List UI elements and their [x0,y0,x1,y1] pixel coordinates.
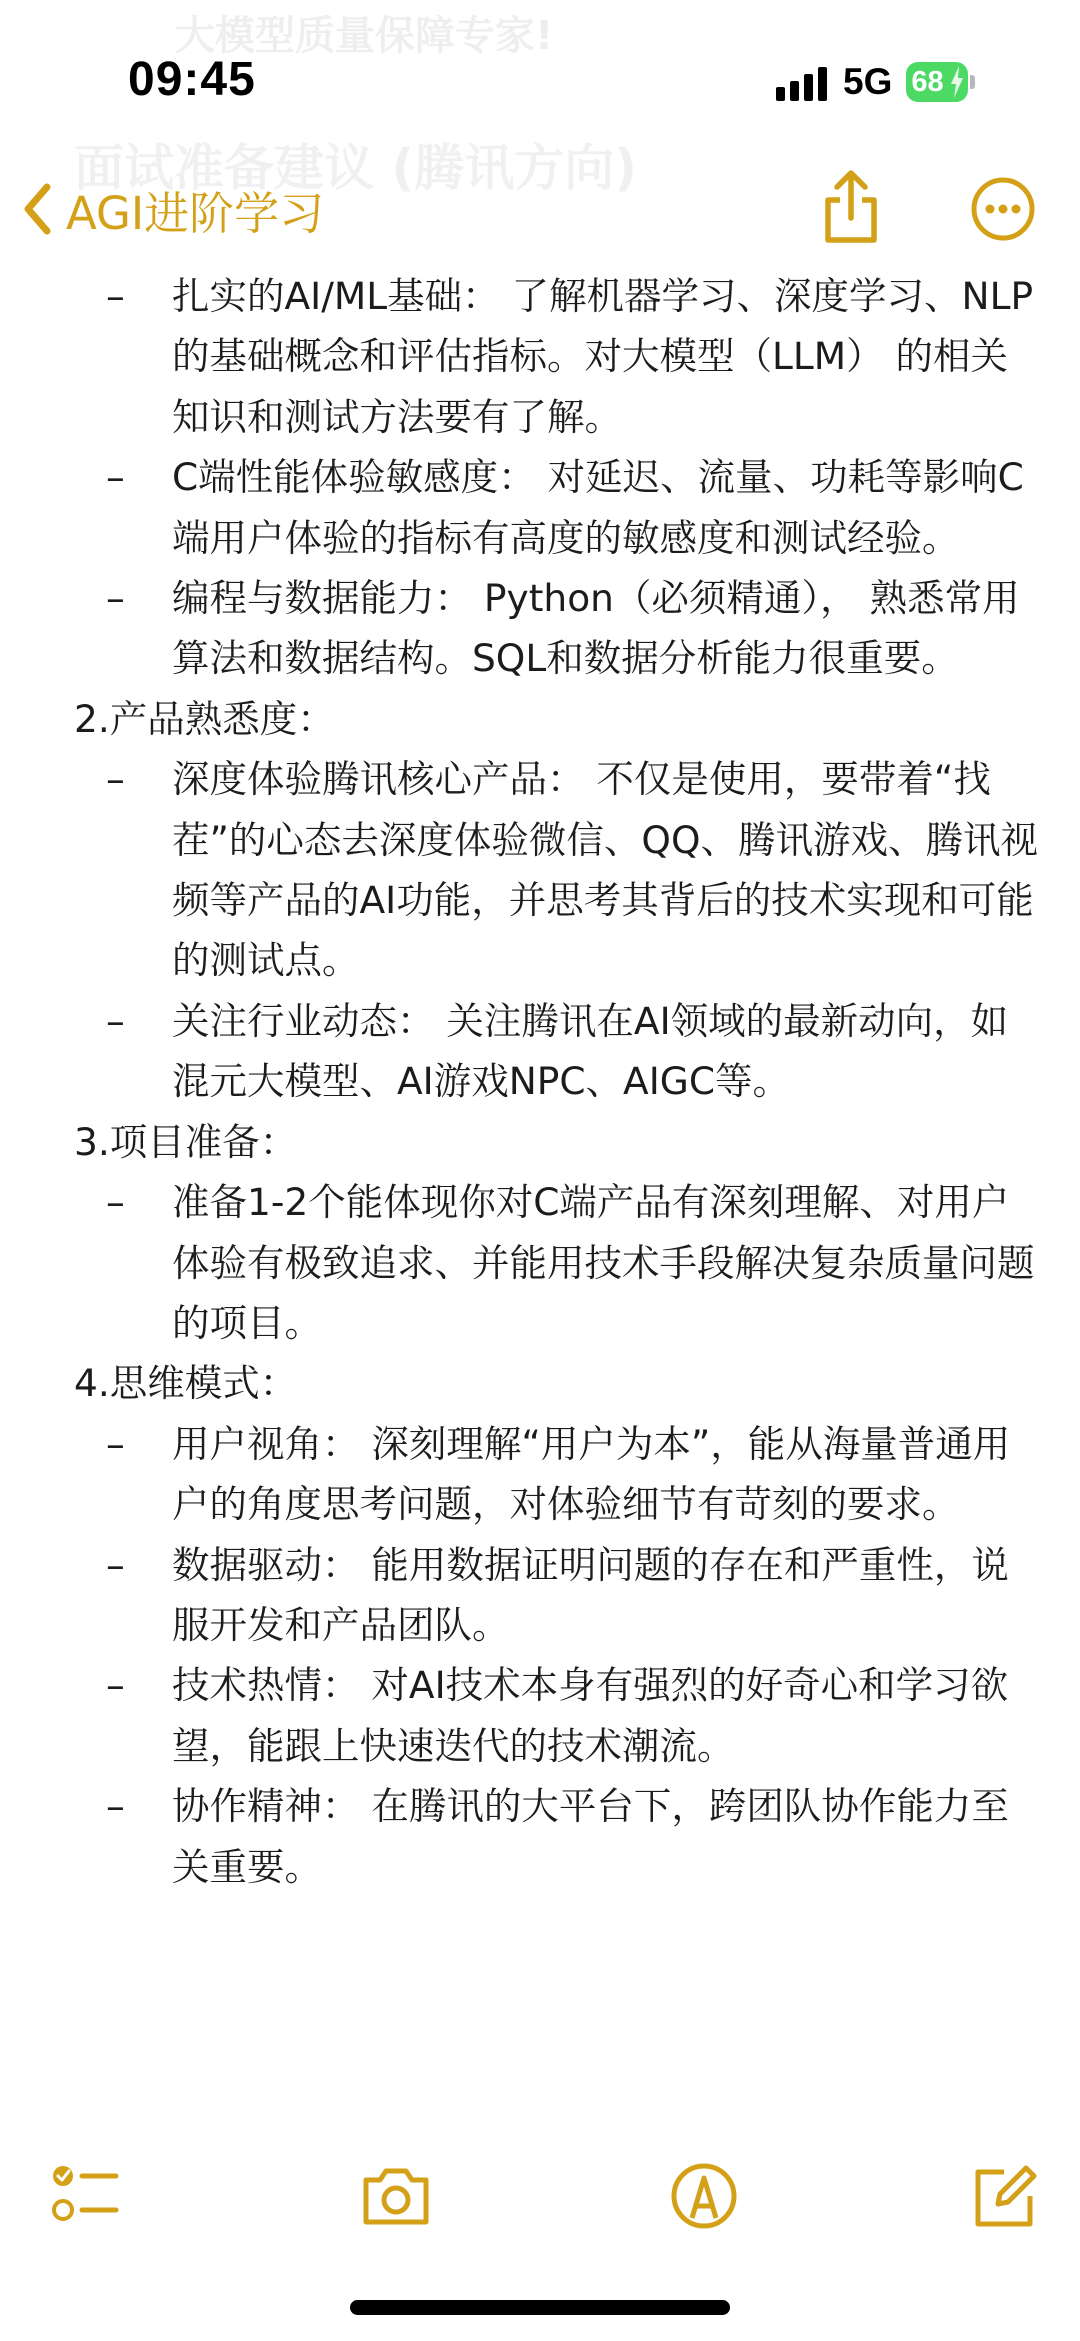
compose-button[interactable] [968,2160,1040,2232]
bullet-item [0,568,1080,689]
camera-icon [360,2160,432,2232]
bullet-text: 数据驱动： 能用数据证明问题的存在和严重性，说服开发和产品团队。 [172,1542,1009,1647]
bullet-item [0,1776,1080,1897]
share-icon [816,168,886,246]
bullet-item [0,266,1080,447]
bullet-item [0,1535,1080,1656]
bullet-dash: – [106,1421,125,1466]
bullet-item [0,1655,1080,1776]
bullet-dash: – [106,576,125,621]
bullet-dash: – [106,1663,125,1708]
checklist-button[interactable] [50,2160,122,2232]
section-heading: 2.产品熟悉度： [74,696,335,741]
bullet-text: 深度体验腾讯核心产品： 不仅是使用，要带着“找茬”的心态去深度体验微信、QQ、腾讯游戏、腾讯视频等产品的AI功能，并思考其背后的技术实现和可能的测试点。 [172,757,1038,983]
status-time: 09:45 [128,53,256,106]
section-heading: 4.思维模式： [74,1361,298,1406]
bullet-dash: – [106,757,125,802]
bullet-item [0,991,1080,1112]
bullet-dash: – [106,998,125,1043]
bullet-item [0,1414,1080,1535]
bullet-item [0,749,1080,991]
markup-button[interactable] [668,2160,740,2232]
bullet-dash: – [106,1180,125,1225]
chevron-left-icon [22,182,52,236]
bullet-text: 编程与数据能力： Python（必须精通）， 熟悉常用算法和数据结构。SQL和数据分析能力很重要。 [172,576,1020,681]
bullet-text: C端性能体验敏感度： 对延迟、流量、功耗等影响C端用户体验的指标有高度的敏感度和测试经验。 [172,455,1024,560]
compose-icon [968,2160,1040,2232]
battery-icon [906,62,968,102]
more-button[interactable] [970,176,1036,242]
bullet-text: 准备1-2个能体现你对C端产品有深刻理解、对用户体验有极致追求、并能用技术手段解决复杂质量问题的项目。 [172,1180,1035,1345]
more-icon [970,176,1036,242]
cellular-signal-icon [776,63,827,101]
scrolled-heading: 面试准备建议 (腾讯方向) [74,139,638,197]
home-indicator[interactable] [350,2300,730,2315]
charging-bolt-icon [950,66,964,98]
network-type: 5G [843,61,893,102]
bullet-item [0,1172,1080,1353]
bullet-text: 关注行业动态： 关注腾讯在AI领域的最新动向，如混元大模型、AI游戏NPC、AIGC等。 [172,998,1009,1104]
checklist-icon [50,2160,122,2232]
bullet-text: 协作精神： 在腾讯的大平台下，跨团队协作能力至关重要。 [172,1784,1009,1889]
back-button[interactable] [22,176,324,242]
bullet-text: 技术热情： 对AI技术本身有强烈的好奇心和学习欲望，能跟上快速迭代的技术潮流。 [172,1663,1009,1768]
status-indicators [776,58,975,106]
battery-cap [970,75,975,89]
bullet-dash: – [106,274,125,318]
note-content[interactable] [0,266,1080,1897]
bullet-item [0,447,1080,568]
battery-level: 68 [911,65,944,98]
scrolled-text-line: 大模型质量保障专家! [175,13,554,59]
bullet-text: 用户视角： 深刻理解“用户为本”，能从海量普通用户的角度思考问题，对体验细节有苛刻的要求。 [172,1421,1011,1527]
markup-icon [668,2160,740,2232]
share-button[interactable] [816,168,886,246]
section-heading: 3.项目准备： [74,1119,298,1164]
bullet-text: 扎实的AI/ML基础： 了解机器学习、深度学习、NLP的基础概念和评估指标。对大模型（LLM） 的相关知识和测试方法要有了解。 [172,274,1034,439]
back-label: AGI进阶学习 [66,186,325,240]
bullet-dash: – [106,1542,125,1587]
bullet-dash: – [106,455,125,500]
bullet-dash: – [106,1784,125,1829]
camera-button[interactable] [360,2160,432,2232]
